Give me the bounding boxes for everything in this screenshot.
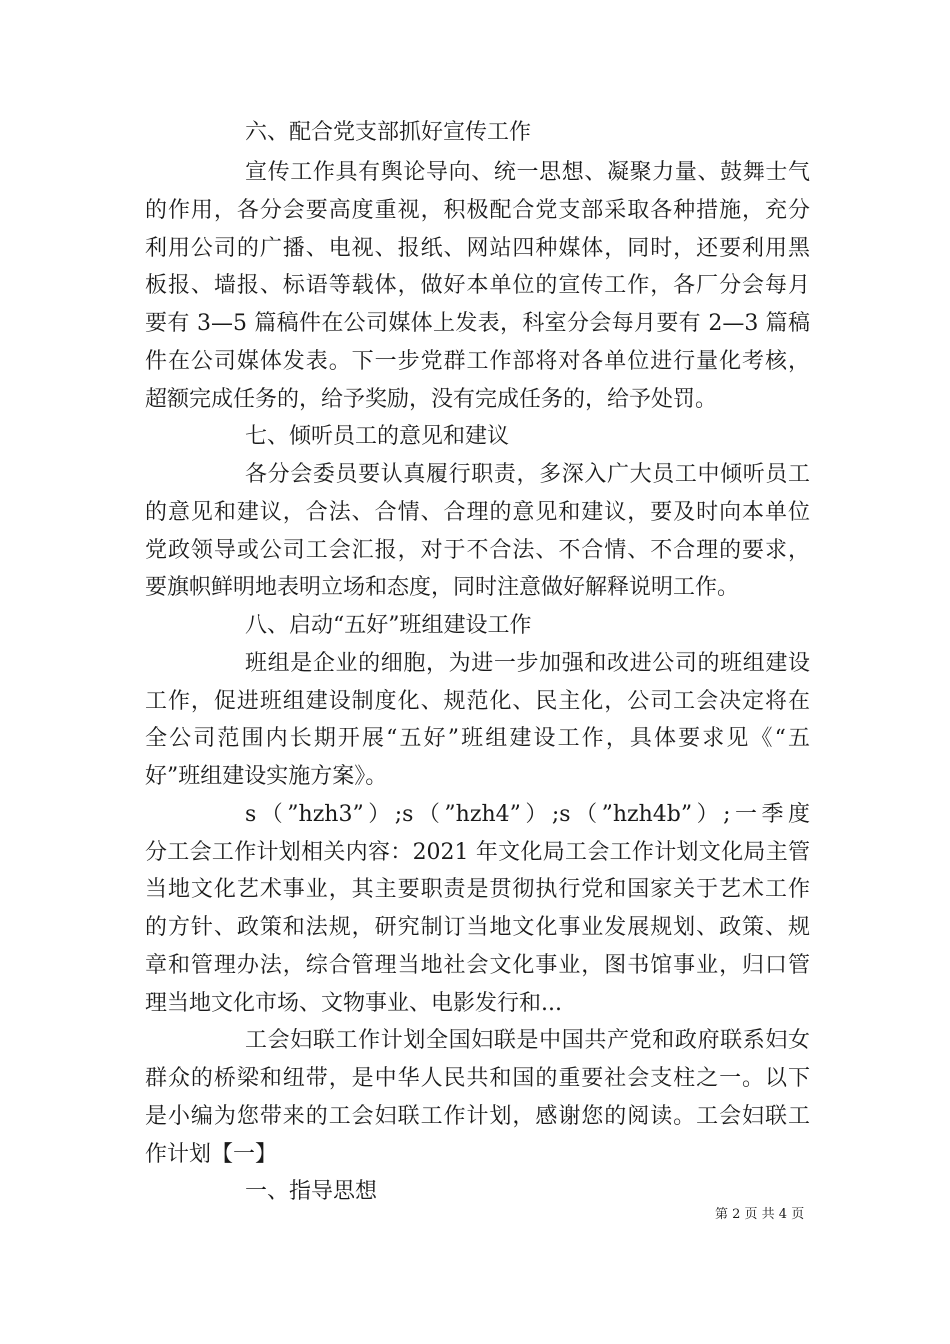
paragraph-line: 作计划【一】 xyxy=(145,1142,278,1167)
paragraph-line: 宣传工作具有舆论导向、统一思想、凝聚力量、鼓舞士气 xyxy=(245,160,810,185)
paragraph-line: 党政领导或公司工会汇报，对于不合法、不合情、不合理的要求， xyxy=(145,538,810,563)
paragraph-line: 是小编为您带来的工会妇联工作计划，感谢您的阅读。工会妇联工 xyxy=(145,1104,810,1129)
paragraph-line: 各分会委员要认真履行职责，多深入广大员工中倾听员工 xyxy=(245,462,810,487)
paragraph-line: 板报、墙报、标语等载体，做好本单位的宣传工作，各厂分会每月 xyxy=(145,273,810,298)
paragraph-line: 工作，促进班组建设制度化、规范化、民主化，公司工会决定将在 xyxy=(145,689,810,714)
paragraph-line: 章和管理办法，综合管理当地社会文化事业，图书馆事业，归口管 xyxy=(145,953,810,978)
paragraph-line: 利用公司的广播、电视、报纸、网站四种媒体，同时，还要利用黑 xyxy=(145,236,810,261)
paragraph-line: 当地文化艺术事业，其主要职责是贯彻执行党和国家关于艺术工作 xyxy=(145,877,810,902)
section-heading: 六、配合党支部抓好宣传工作 xyxy=(245,120,532,145)
paragraph-line: s（”hzh3”）;s（”hzh4”）;s（”hzh4b”）;一季度 xyxy=(245,802,810,827)
paragraph-line: 班组是企业的细胞，为进一步加强和改进公司的班组建设 xyxy=(245,651,810,676)
section-heading: 一、指导思想 xyxy=(245,1179,378,1204)
page-number-footer: 第 2 页 共 4 页 xyxy=(715,1207,805,1222)
paragraph-line: 的作用，各分会要高度重视，积极配合党支部采取各种措施，充分 xyxy=(145,198,810,223)
paragraph-line: 工会妇联工作计划全国妇联是中国共产党和政府联系妇女 xyxy=(245,1028,810,1053)
paragraph-line: 要旗帜鲜明地表明立场和态度，同时注意做好解释说明工作。 xyxy=(145,575,740,600)
paragraph-line: 的意见和建议，合法、合情、合理的意见和建议，要及时向本单位 xyxy=(145,500,810,525)
paragraph-line: 分工会工作计划相关内容：2021 年文化局工会工作计划文化局主管 xyxy=(145,840,810,865)
section-heading: 七、倾听员工的意见和建议 xyxy=(245,424,510,449)
paragraph-line: 超额完成任务的，给予奖励，没有完成任务的，给予处罚。 xyxy=(145,387,718,412)
paragraph-line: 理当地文化市场、文物事业、电影发行和... xyxy=(145,991,562,1016)
paragraph-line: 要有 3—5 篇稿件在公司媒体上发表，科室分会每月要有 2—3 篇稿 xyxy=(145,311,810,336)
paragraph-line: 全公司范围内长期开展“五好”班组建设工作，具体要求见《“五 xyxy=(145,726,810,751)
paragraph-line: 好”班组建设实施方案》。 xyxy=(145,764,388,789)
paragraph-line: 群众的桥梁和纽带，是中华人民共和国的重要社会支柱之一。以下 xyxy=(145,1066,810,1091)
paragraph-line: 件在公司媒体发表。下一步党群工作部将对各单位进行量化考核， xyxy=(145,349,810,374)
section-heading: 八、启动“五好”班组建设工作 xyxy=(245,613,532,638)
paragraph-line: 的方针、政策和法规，研究制订当地文化事业发展规划、政策、规 xyxy=(145,915,810,940)
